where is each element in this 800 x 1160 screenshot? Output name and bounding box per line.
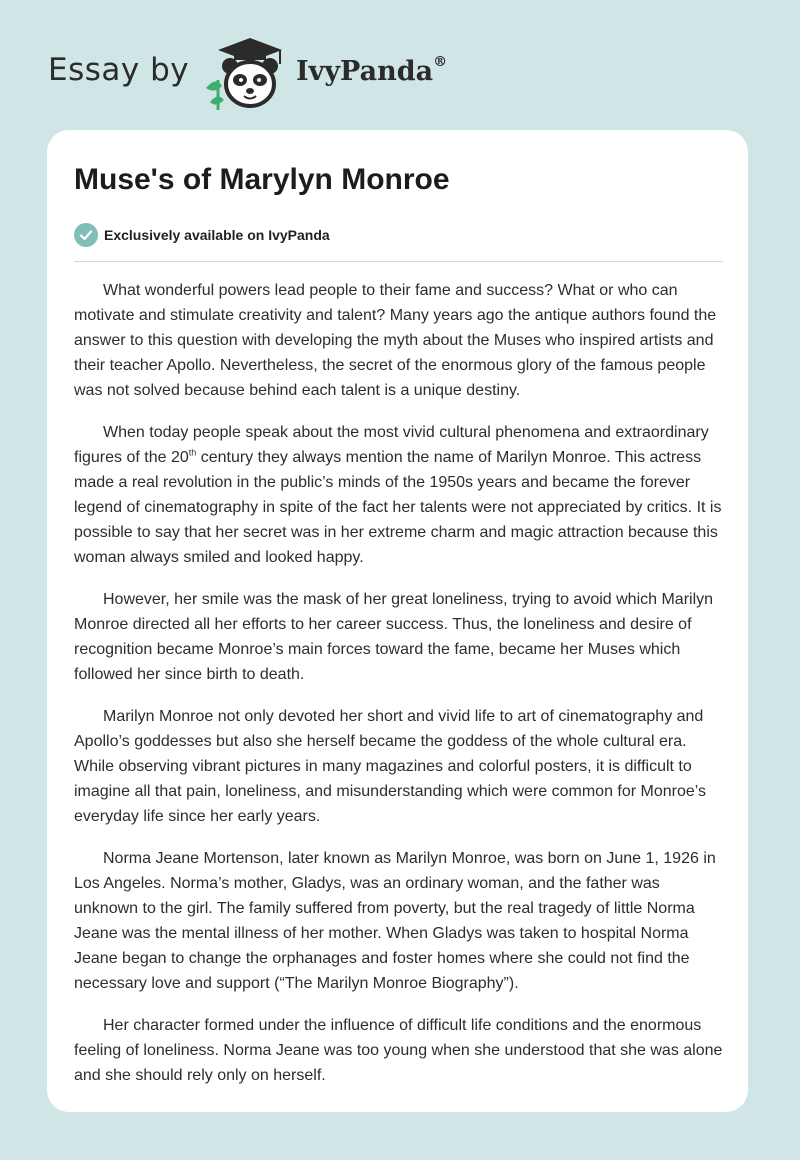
essay-by-label: Essay by xyxy=(48,52,190,88)
paragraph: Marilyn Monroe not only devoted her short and vivid life to art of cinematography and Apollo’s goddesses but also she herself became the goddess of the whole cultural era. While observing vibrant pictures in many magazines and colorful posters, it is difficult to imagine all that pain, loneliness, and misunderstanding which were common for Monroe’s everyday life since her early years. xyxy=(74,708,707,825)
exclusive-badge xyxy=(74,222,330,248)
essay-card xyxy=(47,130,748,1112)
paragraph: Norma Jeane Mortenson, later known as Marilyn Monroe, was born on June 1, 1926 in Los Angeles. Norma’s mother, Gladys, was an ordinary woman, and the father was unknown to the girl. The family suffered from poverty, but the real tragedy of little Norma Jeane was the mental illness of her mother. When Gladys was taken to hospital Norma Jeane began to change the orphanages and foster homes where she could not find the necessary love and support (“The Marilyn Monroe Biography”). xyxy=(74,850,716,992)
registered-mark: ® xyxy=(433,54,448,70)
paragraph: Her character formed under the influence of difficult life conditions and the enormous feeling of loneliness. Norma Jeane was too young when she understood that she was alone and she should rely only on herself. xyxy=(74,1017,723,1084)
paragraph: However, her smile was the mask of her great loneliness, trying to avoid which Marilyn Monroe directed all her efforts to her career success. Thus, the loneliness and desire of recognition became Monroe’s main forces toward the fame, became her Muses which followed her since birth to death. xyxy=(74,591,714,683)
page-title: Muse's of Marylyn Monroe xyxy=(74,163,450,196)
panda-graduation-cap-icon[interactable] xyxy=(200,36,292,110)
exclusive-label: Exclusively available on IvyPanda xyxy=(104,227,330,243)
paragraph: When today people speak about the most vivid cultural phenomena and extraordinary figures of the 20th century they always mention the name of Marilyn Monroe. This actress made a real revolution in the public’s minds of the 1950s years and became the forever legend of cinematography in spite of the fact her talents were not appreciated by critics. It is possible to say that her secret was in her extreme charm and magic attraction because this woman always smiled and looked happy. xyxy=(74,424,722,566)
site-header xyxy=(48,36,508,116)
check-icon xyxy=(74,223,98,247)
essay-body xyxy=(74,278,724,1105)
brand-name[interactable]: IvyPanda® xyxy=(296,54,448,87)
divider xyxy=(74,261,723,262)
paragraph: What wonderful powers lead people to their fame and success? What or who can motivate and stimulate creativity and talent? Many years ago the antique authors found the answer to this question with developing the myth about the Muses who inspired artists and their teacher Apollo. Nevertheless, the secret of the enormous glory of the famous people was not solved because behind each talent is a unique destiny. xyxy=(74,282,717,399)
